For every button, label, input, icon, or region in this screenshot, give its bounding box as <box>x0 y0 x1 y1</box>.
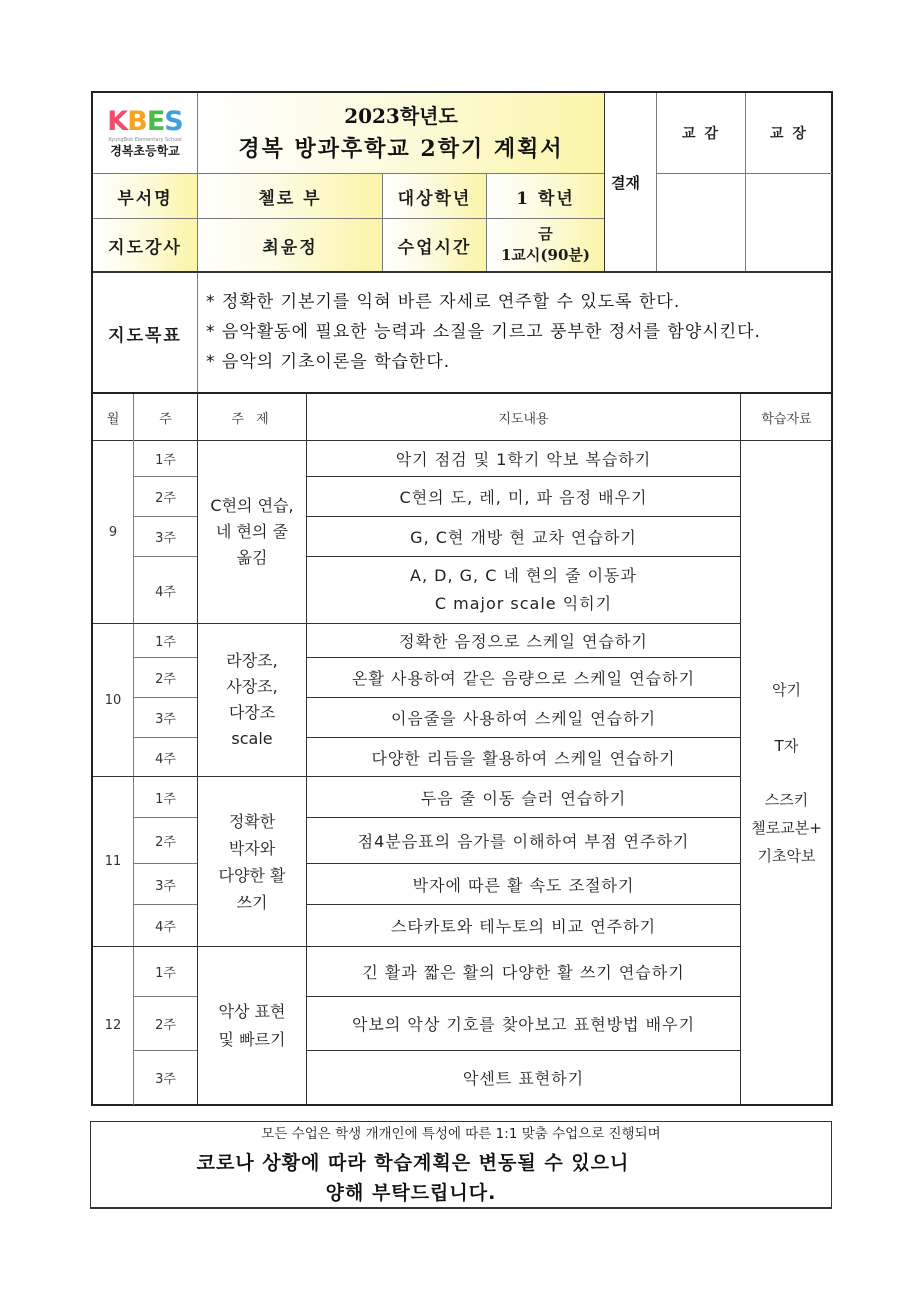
dept-value: 첼로 부 <box>198 174 382 218</box>
col-header-week: 주 <box>159 411 172 427</box>
topic-line: 박자와 <box>228 838 276 858</box>
material-item: T자 <box>774 736 799 755</box>
week-label: 2주 <box>155 491 176 506</box>
page-title: 경복 방과후학교 2학기 계획서 <box>238 136 564 162</box>
topic-line: 및 빠르기 <box>218 1029 286 1049</box>
month-10: 10 <box>104 692 122 708</box>
grade-value: 1 학년 <box>487 174 604 218</box>
week-content: 스타카토와 테누토의 비교 연주하기 <box>390 917 657 936</box>
week-label: 3주 <box>155 878 176 894</box>
divider <box>604 93 605 271</box>
topic-month-12 <box>198 947 306 1104</box>
materials-cell <box>741 441 832 1104</box>
dept-label: 부서명 <box>93 174 197 218</box>
divider <box>93 271 833 273</box>
content-line: A, D, G, C 네 현의 줄 이동과 <box>410 566 637 585</box>
week-label: 1주 <box>155 791 176 807</box>
divider <box>93 218 605 219</box>
week-content: 점4분음표의 음가를 이해하여 부점 연주하기 <box>357 832 690 851</box>
notice-line-3: 양해 부탁드립니다. <box>325 1182 497 1204</box>
divider <box>382 174 383 271</box>
goal-item: * 정확한 기본기를 익혀 바른 자세로 연주할 수 있도록 한다. <box>206 292 681 312</box>
content-line: C major scale 익히기 <box>434 594 613 613</box>
col-header-materials: 학습자료 <box>761 411 812 427</box>
grade-label: 대상학년 <box>383 174 486 218</box>
vice-principal-label: 교 감 <box>682 126 720 142</box>
logo-letter-s: S <box>164 105 183 137</box>
divider <box>93 173 605 174</box>
class-day: 금 <box>538 225 553 243</box>
week-content: 긴 활과 짧은 활의 다양한 활 쓰기 연습하기 <box>362 963 685 982</box>
week-label: 3주 <box>155 531 176 546</box>
divider <box>745 93 746 271</box>
notice-line-2: 코로나 상황에 따라 학습계획은 변동될 수 있으니 <box>196 1152 630 1174</box>
principal-label: 교 장 <box>770 126 808 142</box>
week-label: 1주 <box>155 635 176 650</box>
week-content <box>307 557 740 623</box>
logo-subtitle-en: KyungBok Elementary School <box>108 136 182 143</box>
month-9: 9 <box>108 524 118 540</box>
instructor-label: 지도강사 <box>93 219 197 271</box>
week-label: 1주 <box>155 966 176 981</box>
topic-line: 네 현의 줄 <box>216 522 288 541</box>
notice-box <box>90 1121 832 1209</box>
week-label: 2주 <box>155 1018 176 1033</box>
instructor-value: 최윤정 <box>198 219 382 271</box>
goal-item: * 음악활동에 필요한 능력과 소질을 기르고 풍부한 정서를 함양시킨다. <box>206 322 761 342</box>
topic-line: 쓰기 <box>236 892 268 912</box>
week-content: 이음줄을 사용하여 스케일 연습하기 <box>390 709 657 728</box>
class-time-value <box>487 219 604 271</box>
week-content: 두음 줄 이동 슬러 연습하기 <box>420 788 627 808</box>
title-cell <box>198 93 604 173</box>
week-content: C현의 도, 레, 미, 파 음정 배우기 <box>399 488 648 507</box>
week-content: 악기 점검 및 1학기 악보 복습하기 <box>395 450 652 469</box>
topic-line: 정확한 <box>228 811 276 831</box>
approval-label: 결재 <box>611 173 640 192</box>
divider <box>486 174 487 271</box>
week-label: 3주 <box>155 1072 176 1087</box>
material-item: 기초악보 <box>757 846 816 865</box>
week-content: 온활 사용하여 같은 음량으로 스케일 연습하기 <box>351 669 696 688</box>
logo-letters <box>107 105 183 137</box>
week-content: G, C현 개방 현 교차 연습하기 <box>410 528 637 547</box>
topic-line: 악상 표현 <box>218 1001 286 1021</box>
topic-line: 옮김 <box>236 548 268 567</box>
logo-subtitle-ko: 경복초등학교 <box>110 143 180 158</box>
week-label: 2주 <box>155 835 176 850</box>
topic-month-10 <box>198 624 306 776</box>
logo-letter-e: E <box>146 105 165 137</box>
divider <box>656 93 657 271</box>
week-label: 4주 <box>155 584 176 600</box>
month-11: 11 <box>104 854 122 869</box>
logo-letter-b: B <box>127 105 147 137</box>
notice-line-1: 모든 수업은 학생 개개인에 특성에 따른 1:1 맞춤 수업으로 진행되며 <box>261 1126 661 1142</box>
goals-list <box>206 287 826 382</box>
material-item: 악기 <box>772 680 801 699</box>
col-header-month: 월 <box>106 411 120 427</box>
week-content: 다양한 리듬을 활용하여 스케일 연습하기 <box>371 748 676 768</box>
topic-month-11 <box>198 777 306 946</box>
week-content: 악보의 악상 기호를 찾아보고 표현방법 배우기 <box>351 1015 696 1034</box>
topic-month-9 <box>198 441 306 623</box>
topic-line: 다장조 <box>228 703 276 722</box>
topic-line: C현의 연습, <box>210 496 294 515</box>
principal-signature-box[interactable] <box>746 174 832 271</box>
week-content: 악센트 표현하기 <box>462 1069 585 1088</box>
divider <box>197 93 198 393</box>
material-item: 스즈키 <box>764 790 809 809</box>
goals-label: 지도목표 <box>93 273 197 393</box>
week-label: 1주 <box>155 453 176 468</box>
col-header-topic: 주 제 <box>231 411 273 427</box>
week-label: 4주 <box>155 751 176 767</box>
week-content: 정확한 음정으로 스케일 연습하기 <box>399 632 648 651</box>
goal-item: * 음악의 기초이론을 학습한다. <box>206 352 451 372</box>
vice-principal-signature-box[interactable] <box>657 174 745 271</box>
divider <box>657 173 832 174</box>
topic-line: 라장조, <box>226 651 278 670</box>
topic-line: 사장조, <box>226 677 278 696</box>
topic-line: scale <box>231 729 273 748</box>
title-year: 2023학년도 <box>344 104 458 128</box>
class-time-label: 수업시간 <box>383 219 486 271</box>
col-header-content: 지도내용 <box>498 411 549 427</box>
month-12: 12 <box>104 1018 122 1033</box>
logo-letter-k: K <box>107 105 128 137</box>
school-logo <box>93 93 197 173</box>
material-item: 첼로교본+ <box>751 818 822 837</box>
week-label: 4주 <box>155 920 176 935</box>
class-period: 1교시(90분) <box>501 246 590 264</box>
week-content: 박자에 따른 활 속도 조절하기 <box>412 875 635 895</box>
topic-line: 다양한 활 <box>218 865 286 885</box>
week-label: 2주 <box>155 672 176 687</box>
week-label: 3주 <box>155 712 176 727</box>
